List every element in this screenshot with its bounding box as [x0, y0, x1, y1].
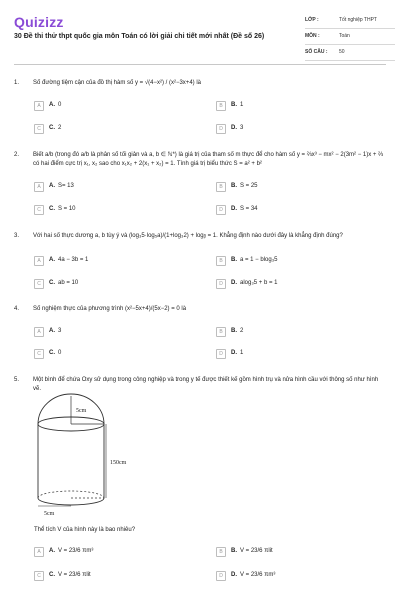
option-label: A.	[49, 102, 55, 108]
option-text: 3	[58, 328, 62, 334]
option-label: D.	[231, 280, 237, 286]
option-text: 2	[240, 328, 244, 334]
option-letter-box: D	[216, 124, 226, 134]
option-letter-box: A	[34, 182, 44, 192]
question-text: Số nghiệm thực của phương trình (x²−5x+4)/(5x−2) = 0 là	[33, 306, 187, 312]
meta-row-subject	[305, 29, 395, 45]
question-text: Số đường tiệm cận của đồ thị hàm số y = √(4−x²) / (x²−3x+4) là	[33, 80, 201, 86]
option-text: 0	[58, 102, 62, 108]
question-number: 4.	[14, 306, 20, 312]
option-text: 1	[240, 102, 244, 108]
option-text: 2	[58, 125, 62, 131]
option-letter-box: B	[216, 327, 226, 337]
meta-value: Toán	[339, 33, 350, 39]
option-text: ab = 10	[58, 280, 79, 286]
option-letter-box: B	[216, 182, 226, 192]
option-letter-box: B	[216, 256, 226, 266]
question-text: Một bình để chứa Oxy sử dụng trong công nghiệp và trong y tế được thiết kế gồm hình trụ và nửa hình cầu với thông số như hình vẽ.	[33, 377, 379, 392]
option-letter-box: C	[34, 124, 44, 134]
option-label: B.	[231, 102, 237, 108]
option-label: B.	[231, 328, 237, 334]
option-letter-box: A	[34, 101, 44, 111]
option-text: 1	[240, 350, 244, 356]
brand-logo: Quizizz	[14, 14, 64, 30]
meta-key: SỐ CÂU :	[305, 49, 328, 55]
option-label: C.	[49, 125, 55, 131]
question-number: 1.	[14, 80, 20, 86]
option-text: V = 23/6 πlit	[58, 572, 91, 578]
option-text: S = 25	[240, 183, 258, 189]
option-label: D.	[231, 125, 237, 131]
cylinder-diagram	[34, 388, 174, 520]
option-label: D.	[231, 350, 237, 356]
option-letter-box: D	[216, 279, 226, 289]
option-text: S= 13	[58, 183, 74, 189]
bottom-ellipse-back	[38, 491, 104, 498]
option-letter-box: D	[216, 205, 226, 215]
option-letter-box: A	[34, 256, 44, 266]
option-text: alog₃5 + b = 1	[240, 280, 278, 286]
option-text: S = 10	[58, 206, 76, 212]
header-divider	[14, 64, 386, 65]
option-letter-box: D	[216, 349, 226, 359]
meta-key: MÔN :	[305, 33, 320, 39]
option-letter-box: D	[216, 571, 226, 581]
option-text: 4a − 3b = 1	[58, 257, 89, 263]
question-number: 2.	[14, 152, 20, 158]
meta-value: 50	[339, 49, 345, 55]
option-text: V = 23/6 πm³	[240, 572, 276, 578]
question-number: 5.	[14, 377, 20, 383]
meta-table	[305, 13, 395, 61]
page-title: 30 Đề thi thử thpt quốc gia môn Toán có lời giải chi tiết mới nhất (Đề số 26)	[14, 33, 265, 40]
option-label: A.	[49, 548, 55, 554]
option-label: C.	[49, 280, 55, 286]
option-text: 0	[58, 350, 62, 356]
option-label: C.	[49, 350, 55, 356]
option-label: D.	[231, 572, 237, 578]
option-label: B.	[231, 257, 237, 263]
option-text: S = 34	[240, 206, 258, 212]
option-label: A.	[49, 328, 55, 334]
option-letter-box: A	[34, 547, 44, 557]
option-letter-box: B	[216, 101, 226, 111]
option-label: D.	[231, 206, 237, 212]
bottom-ellipse-front	[38, 498, 104, 505]
question-text: Biết a/b (trong đó a/b là phân số tối giản và a, b ∈ ℕ*) là giá trị của tham số m thực để cho hàm số y = ⅔x³ − mx² − 2(3m² − 1)x + ⅔ có hai điểm cực trị x₁, x₂ sao cho x₁x₂ + 2(x₁ + x₂) = 1. Tính giá trị biểu thức S = a² + b²	[33, 152, 384, 167]
question-number: 3.	[14, 233, 20, 239]
option-letter-box: B	[216, 547, 226, 557]
dim-bottom-label: 5cm	[44, 511, 55, 517]
meta-row-class	[305, 13, 395, 29]
meta-value: Tốt nghiệp THPT	[339, 17, 377, 23]
option-letter-box: C	[34, 349, 44, 359]
option-text: 3	[240, 125, 244, 131]
option-label: A.	[49, 257, 55, 263]
option-label: C.	[49, 572, 55, 578]
cylinder-figure	[34, 388, 174, 520]
option-letter-box: A	[34, 327, 44, 337]
option-label: A.	[49, 183, 55, 189]
dim-height-label: 150cm	[110, 460, 127, 466]
option-letter-box: C	[34, 279, 44, 289]
option-label: B.	[231, 183, 237, 189]
option-text: V = 23/6 πlit	[240, 548, 273, 554]
question-text: Với hai số thực dương a, b tùy ý và (log₃5·log₅a)/(1+log₃2) + logᵦ = 1. Khẳng định nào dưới đây là khẳng định đúng?	[33, 233, 343, 239]
option-letter-box: C	[34, 205, 44, 215]
option-text: a = 1 − blog₃5	[240, 257, 278, 263]
meta-row-count	[305, 45, 395, 61]
option-letter-box: C	[34, 571, 44, 581]
option-text: V = 23/6 πm³	[58, 548, 94, 554]
option-label: C.	[49, 206, 55, 212]
dim-top-label: 5cm	[76, 408, 87, 414]
question-prompt: Thể tích V của hình này là bao nhiêu?	[34, 527, 136, 533]
option-label: B.	[231, 548, 237, 554]
meta-key: LỚP :	[305, 17, 319, 23]
